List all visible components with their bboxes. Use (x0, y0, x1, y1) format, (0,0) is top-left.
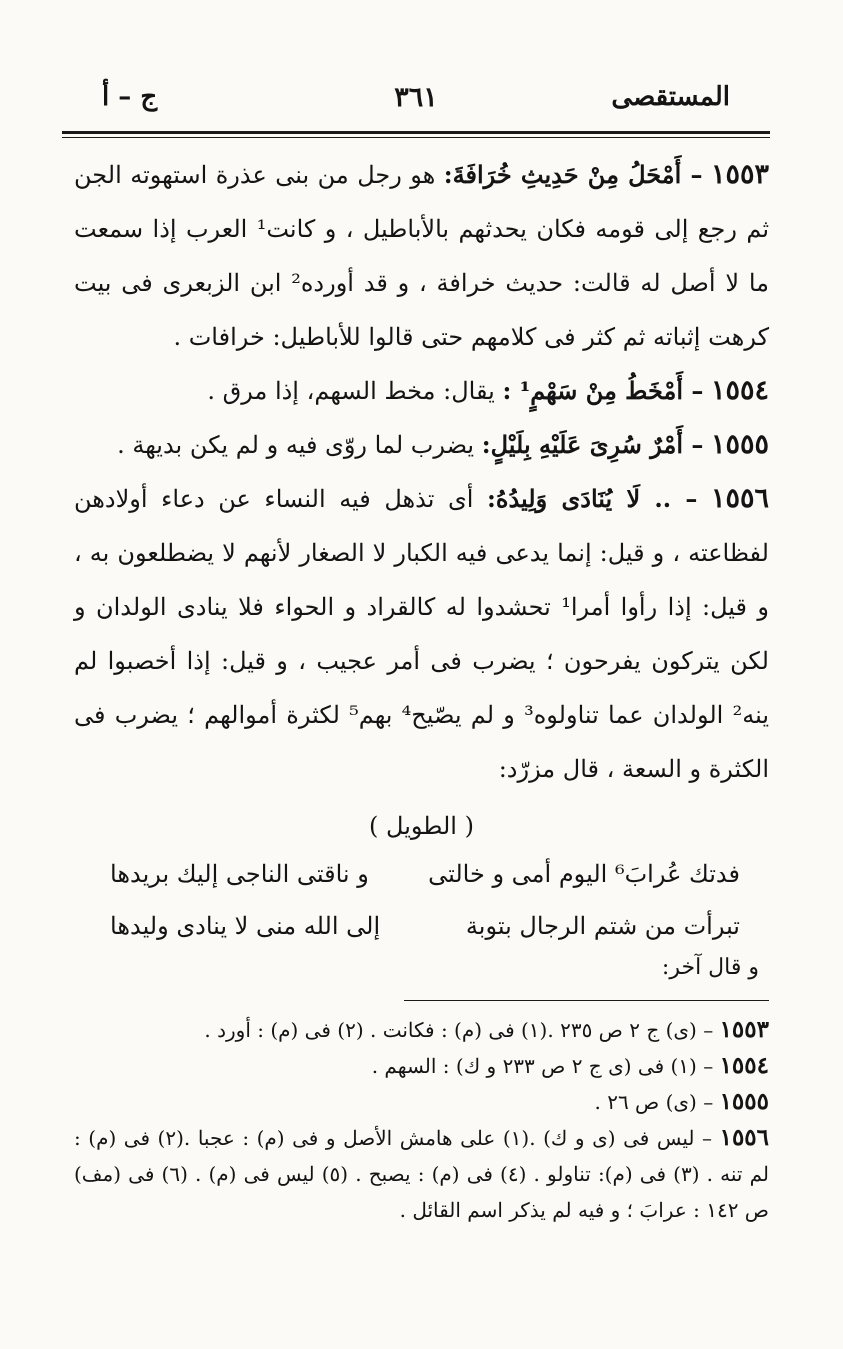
footnote (74, 1012, 769, 1048)
proverb-phrase: .. لَا يُنَادَى وَلِيدُهُ: (487, 484, 672, 513)
verse-second-hemistich: و ناقتى الناجى إليك بريدها (110, 860, 369, 888)
footnote-number: ١٥٥٤ (719, 1052, 769, 1079)
entry (74, 364, 769, 418)
entry-text: يقال: مخط السهم، إذا مرق . (207, 377, 495, 405)
footnote-number: ١٥٥٥ (719, 1088, 769, 1115)
footnote-text: – ليس فى (ى و ك) .(١) على هامش الأصل و فى (م) : عجبا .(٢) فى (م) : لم تنه . (٣) فى (م): تناولو . (٤) فى (م) : يصبح . (٥) ليس فى (م) . (٦) فى (مف) ص ١٤٢ : عرابَ ؛ و فيه لم يذكر اسم القائل . (74, 1126, 769, 1222)
main-text (74, 148, 769, 796)
poem-verse (110, 912, 740, 962)
footnote-text: – (ى) ج ٢ ص ٢٣٥ .(١) فى (م) : فكانت . (٢) فى (م) : أورد . (204, 1018, 714, 1042)
footnote-text: – (ى) ص ٢٦ . (594, 1090, 714, 1114)
proverb-phrase: أَمْرٌ سُرِىَ عَلَيْهِ بِلَيْلٍ: (481, 430, 683, 459)
header-rule-thin (62, 137, 770, 138)
volume-label: ج – أ (102, 82, 158, 112)
entry-dash: – (682, 376, 704, 405)
footnotes (74, 1012, 769, 1228)
footnote (74, 1084, 769, 1120)
entry-dash: – (681, 160, 703, 189)
footnote-text: – (١) فى (ى ج ٢ ص ٢٣٣ و ك) : السهم . (371, 1054, 714, 1078)
proverb-phrase: أَمْحَلُ مِنْ حَدِيثِ خُرَافَةَ: (443, 160, 682, 189)
poem-verse (110, 860, 740, 910)
entry-number: ١٥٥٥ (710, 429, 769, 460)
verse-first-hemistich: فدتك عُرابَ⁶ اليوم أمى و خالتى (428, 860, 740, 888)
entry-dash: – (671, 484, 698, 513)
page-number: ٣٦١ (394, 82, 438, 113)
entry (74, 472, 769, 796)
header-rule-thick (62, 131, 770, 134)
verse-first-hemistich: تبرأت من شتم الرجال بتوبة (465, 912, 740, 940)
footnote (74, 1048, 769, 1084)
entry-number: ١٥٥٣ (710, 159, 769, 190)
footnote-rule (404, 1000, 769, 1001)
entry (74, 418, 769, 472)
running-header (62, 82, 770, 122)
book-title: المستقصى (611, 82, 730, 112)
verse-second-hemistich: إلى الله منى لا ينادى وليدها (110, 912, 381, 940)
entry-dash: – (682, 430, 704, 459)
poem-continuation: و قال آخر: (661, 955, 759, 980)
entry-text: هو رجل من بنى عذرة استهوته الجن ثم رجع إلى قومه فكان يحدثهم بالأباطيل ، و كانت¹ العرب إذا سمعت ما لا أصل له قالت: حديث خرافة ، و قد أورده² ابن الزبعرى فى بيت كرهت إثباته ثم كثر فى كلامهم حتى قالوا للأباطيل: خرافات . (74, 161, 769, 351)
poem-meter: ( الطويل ) (369, 812, 474, 840)
proverb-phrase: أَمْخَطُ مِنْ سَهْمٍ¹ : (502, 376, 683, 405)
footnote-number: ١٥٥٦ (719, 1124, 770, 1151)
entry (74, 148, 769, 364)
entry-text: أى تذهل فيه النساء عن دعاء أولادهن لفظاعته ، و قيل: إنما يدعى فيه الكبار لا الصغار لأنهم لا يضطلعون به ، و قيل: إذا رأوا أمرا¹ تحشدوا له كالقراد و الحواء فلا ينادى الولدان و لكن يتركون يفرحون ؛ يضرب فى أمر عجيب ، و قيل: إذا أخصبوا لم ينه² الولدان عما تناولوه³ و لم يصّيح⁴ بهم⁵ لكثرة أموالهم ؛ يضرب فى الكثرة و السعة ، قال مزرّد: (74, 485, 769, 783)
footnote (74, 1120, 769, 1228)
footnote-number: ١٥٥٣ (719, 1016, 769, 1043)
entry-text: يضرب لما روّى فيه و لم يكن بديهة . (117, 431, 475, 459)
entry-number: ١٥٥٦ (710, 483, 769, 514)
entry-number: ١٥٥٤ (710, 375, 769, 406)
